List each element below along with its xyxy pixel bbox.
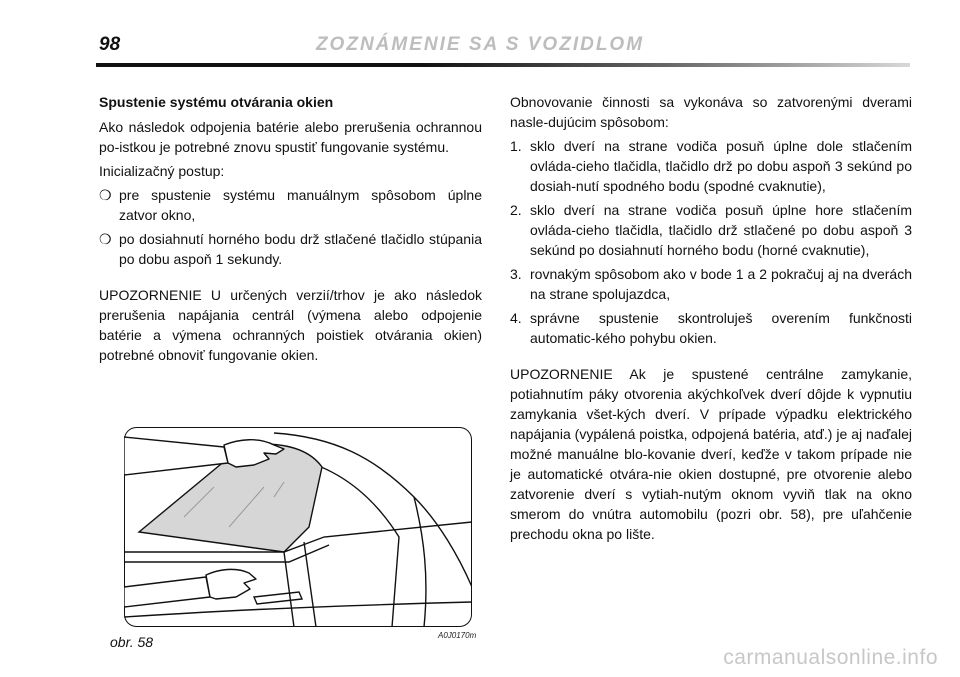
section-heading: Spustenie systému otvárania okien: [99, 94, 334, 110]
figure-code: A0J0170m: [438, 631, 477, 640]
step-item: [510, 136, 912, 196]
warning-paragraph: UPOZORNENIE U určených verzií/trhov je ako následok prerušenia napájania centrál (výmena alebo odpojenie batérie a výmena ochranných poistiek otvárania okien) potrebné obnoviť fungovanie okien.: [99, 287, 482, 363]
left-column: [99, 92, 482, 365]
paragraph-procedure: Inicializačný postup:: [99, 163, 225, 179]
step-number: 1.: [510, 138, 522, 154]
bullet-item: [99, 185, 482, 225]
bullet-circle-icon: ❍: [99, 187, 112, 203]
warning-paragraph-right: UPOZORNENIE Ak je spustené centrálne zamykanie, potiahnutím páky otvorenia akýchkoľvek dverí dôjde k vypnutiu zamykania všet-kých dverí. V prípade výpadku elektrického napájania (vypálená poistka, odpojená batéria, atď.) je aj naďalej možné manuálne blo-kovanie dverí, keďže v takom prípade nie je automatické otvára-nie okien dostupné, pre otvorenie alebo zatvorenie dverí s vytiah-nutým oknom vyviň tlak na okno smerom do vnútra automobilu (pozri obr. 58), pre uľahčenie prechodu okna po lište.: [510, 366, 912, 542]
step-number: 2.: [510, 202, 522, 218]
paragraph-intro-right: Obnovovanie činnosti sa vykonáva so zatvorenými dverami nasle-dujúcim spôsobom:: [510, 94, 912, 130]
window-push-drawing: [124, 427, 472, 627]
bullet-circle-icon: ❍: [99, 231, 112, 247]
bullet-item: [99, 229, 482, 269]
bullet-text: pre spustenie systému manuálnym spôsobom úplne zatvor okno,: [119, 187, 482, 223]
figure-caption: obr. 58: [110, 634, 154, 650]
step-number: 4.: [510, 310, 522, 326]
step-text: rovnakým spôsobom ako v bode 1 a 2 pokračuj aj na dverách na strane spolujazdca,: [530, 266, 912, 302]
step-text: sklo dverí na strane vodiča posuň úplne dole stlačením ovláda-cieho tlačidla, tlačidlo drž po dobu aspoň 3 sekúnd po dosiah-nutí spodného bodu (spodné cvaknutie),: [530, 138, 912, 194]
step-item: [510, 200, 912, 260]
chapter-title: ZOZNÁMENIE SA S VOZIDLOM: [315, 34, 645, 55]
watermark: carmanualsonline.info: [723, 646, 938, 669]
step-text: správne spustenie skontroluješ overením funkčnosti automatic-kého pohybu okien.: [530, 310, 912, 346]
step-item: [510, 308, 912, 348]
step-number: 3.: [510, 266, 522, 282]
car-window-illustration: [124, 427, 472, 627]
page-number: 98: [99, 34, 121, 55]
paragraph-intro: Ako následok odpojenia batérie alebo prerušenia ochrannou po-istkou je potrebné znovu spustiť fungovanie systému.: [99, 119, 482, 155]
header-rule: [96, 63, 910, 67]
step-text: sklo dverí na strane vodiča posuň úplne hore stlačením ovláda-cieho tlačidla, tlačidlo drž stlačené po dobu aspoň 3 sekúnd po dosiahnutí horného bodu (horné cvaknutie),: [530, 202, 912, 258]
right-column: [510, 92, 912, 544]
bullet-text: po dosiahnutí horného bodu drž stlačené tlačidlo stúpania po dobu aspoň 1 sekundy.: [119, 231, 482, 267]
step-item: [510, 264, 912, 304]
